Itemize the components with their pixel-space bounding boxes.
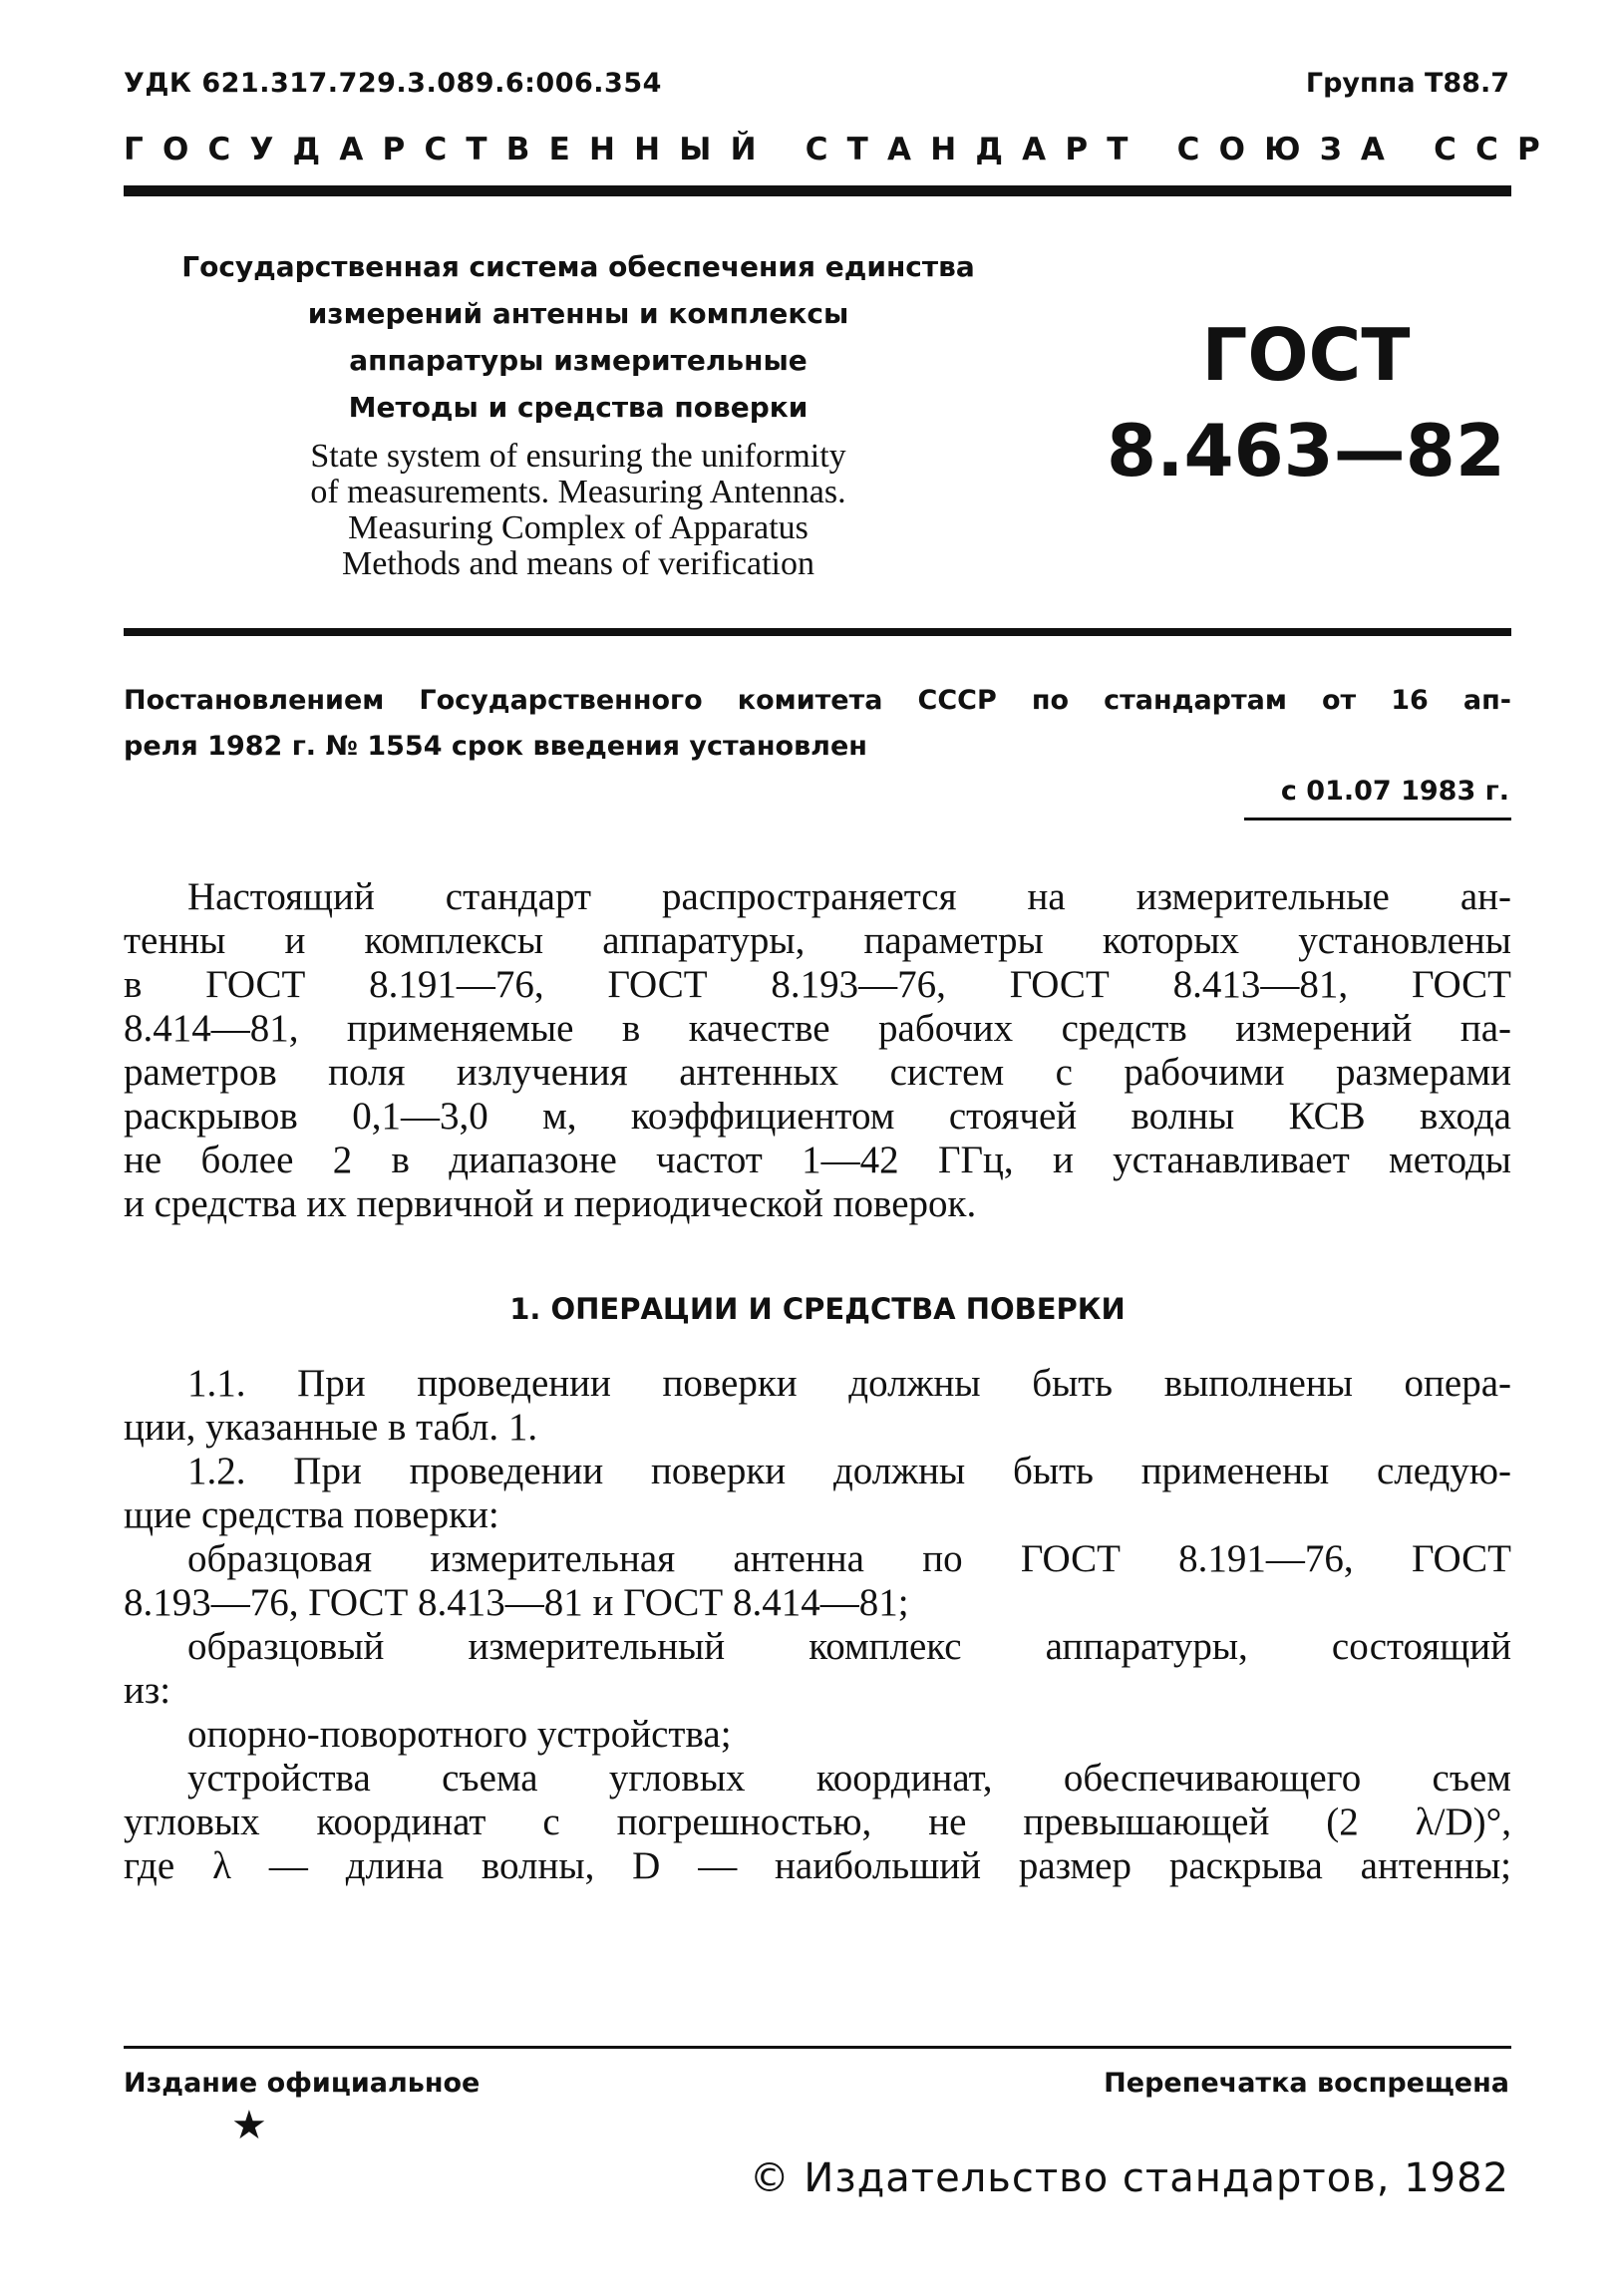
- title-en-line: of measurements. Measuring Antennas.: [310, 474, 846, 510]
- section-heading: 1. ОПЕРАЦИИ И СРЕДСТВА ПОВЕРКИ: [509, 1292, 1126, 1326]
- text-line: раскрывов 0,1—3,0 м, коэффициентом стоячей волны КСВ входа: [124, 1095, 1511, 1138]
- text-line: в ГОСТ 8.191—76, ГОСТ 8.193—76, ГОСТ 8.413—81, ГОСТ: [124, 963, 1511, 1006]
- title-russian: [160, 243, 997, 431]
- title-ru-line: аппаратуры измерительные: [349, 344, 808, 377]
- gost-label: ГОСТ: [1201, 313, 1411, 397]
- gost-number: 8.463—82: [1107, 409, 1505, 492]
- state-standard-banner: ГОСУДАРСТВЕННЫЙ СТАНДАРТ СОЮЗА ССР: [124, 132, 1559, 167]
- text-line: и средства их первичной и периодической поверок.: [124, 1182, 977, 1225]
- title-en-line: Measuring Complex of Apparatus: [348, 509, 808, 546]
- decree-line-2: реля 1982 г. № 1554 срок введения установлен: [124, 731, 867, 762]
- section-1-body: [124, 1362, 1511, 1888]
- title-ru-line: Государственная система обеспечения единства: [181, 250, 975, 283]
- text-line: 8.193—76, ГОСТ 8.413—81 и ГОСТ 8.414—81;: [124, 1581, 909, 1624]
- udk-code: УДК 621.317.729.3.089.6:006.354: [124, 68, 662, 99]
- text-line: щие средства поверки:: [124, 1493, 499, 1536]
- reprint-prohibited-label: Перепечатка воспрещена: [1104, 2068, 1509, 2099]
- text-line: из:: [124, 1669, 171, 1712]
- title-ru-line: измерений антенны и комплексы: [307, 297, 849, 330]
- text-line: опорно-поворотного устройства;: [187, 1713, 732, 1756]
- text-line: устройства съема угловых координат, обеспечивающего съем: [187, 1757, 1511, 1800]
- star-icon: ★: [231, 2103, 267, 2148]
- header-rule: [124, 185, 1511, 196]
- text-line: Настоящий стандарт распространяется на измерительные ан-: [187, 875, 1511, 918]
- title-en-line: State system of ensuring the uniformity: [310, 438, 846, 475]
- text-line: ции, указанные в табл. 1.: [124, 1406, 538, 1449]
- title-en-line: Methods and means of verification: [342, 545, 814, 582]
- text-line: угловых координат с погрешностью, не превышающей (2 λ/D)°,: [124, 1801, 1511, 1843]
- intro-paragraph: [124, 875, 1511, 1226]
- text-line: не более 2 в диапазоне частот 1—42 ГГц, и устанавливает методы: [124, 1139, 1511, 1181]
- title-rule: [124, 628, 1511, 636]
- text-line: 8.414—81, применяемые в качестве рабочих средств измерений па-: [124, 1007, 1511, 1050]
- title-ru-line: Методы и средства поверки: [348, 391, 808, 424]
- decree-line-1: Постановлением Государственного комитета СССР по стандартам от 16 ап-: [124, 685, 1511, 716]
- text-line: образцовый измерительный комплекс аппаратуры, состоящий: [187, 1625, 1511, 1668]
- title-english: [179, 439, 977, 582]
- publisher-copyright: © Издательство стандартов, 1982: [749, 2155, 1509, 2201]
- text-line: раметров поля излучения антенных систем с рабочими размерами: [124, 1051, 1511, 1094]
- footer-rule: [124, 2046, 1511, 2049]
- gost-designation: [1107, 307, 1505, 498]
- text-line: где λ — длина волны, D — наибольший размер раскрыва антенны;: [124, 1844, 1511, 1887]
- classification-group: Группа Т88.7: [1305, 68, 1509, 99]
- date-underline: [1244, 818, 1511, 820]
- decree-effective-date: с 01.07 1983 г.: [1280, 776, 1509, 807]
- official-edition-label: Издание официальное: [124, 2068, 481, 2099]
- text-line: образцовая измерительная антенна по ГОСТ 8.191—76, ГОСТ: [187, 1537, 1511, 1580]
- text-line: 1.2. При проведении поверки должны быть применены следую-: [187, 1450, 1511, 1492]
- text-line: 1.1. При проведении поверки должны быть выполнены опера-: [187, 1362, 1511, 1405]
- text-line: тенны и комплексы аппаратуры, параметры которых установлены: [124, 919, 1511, 962]
